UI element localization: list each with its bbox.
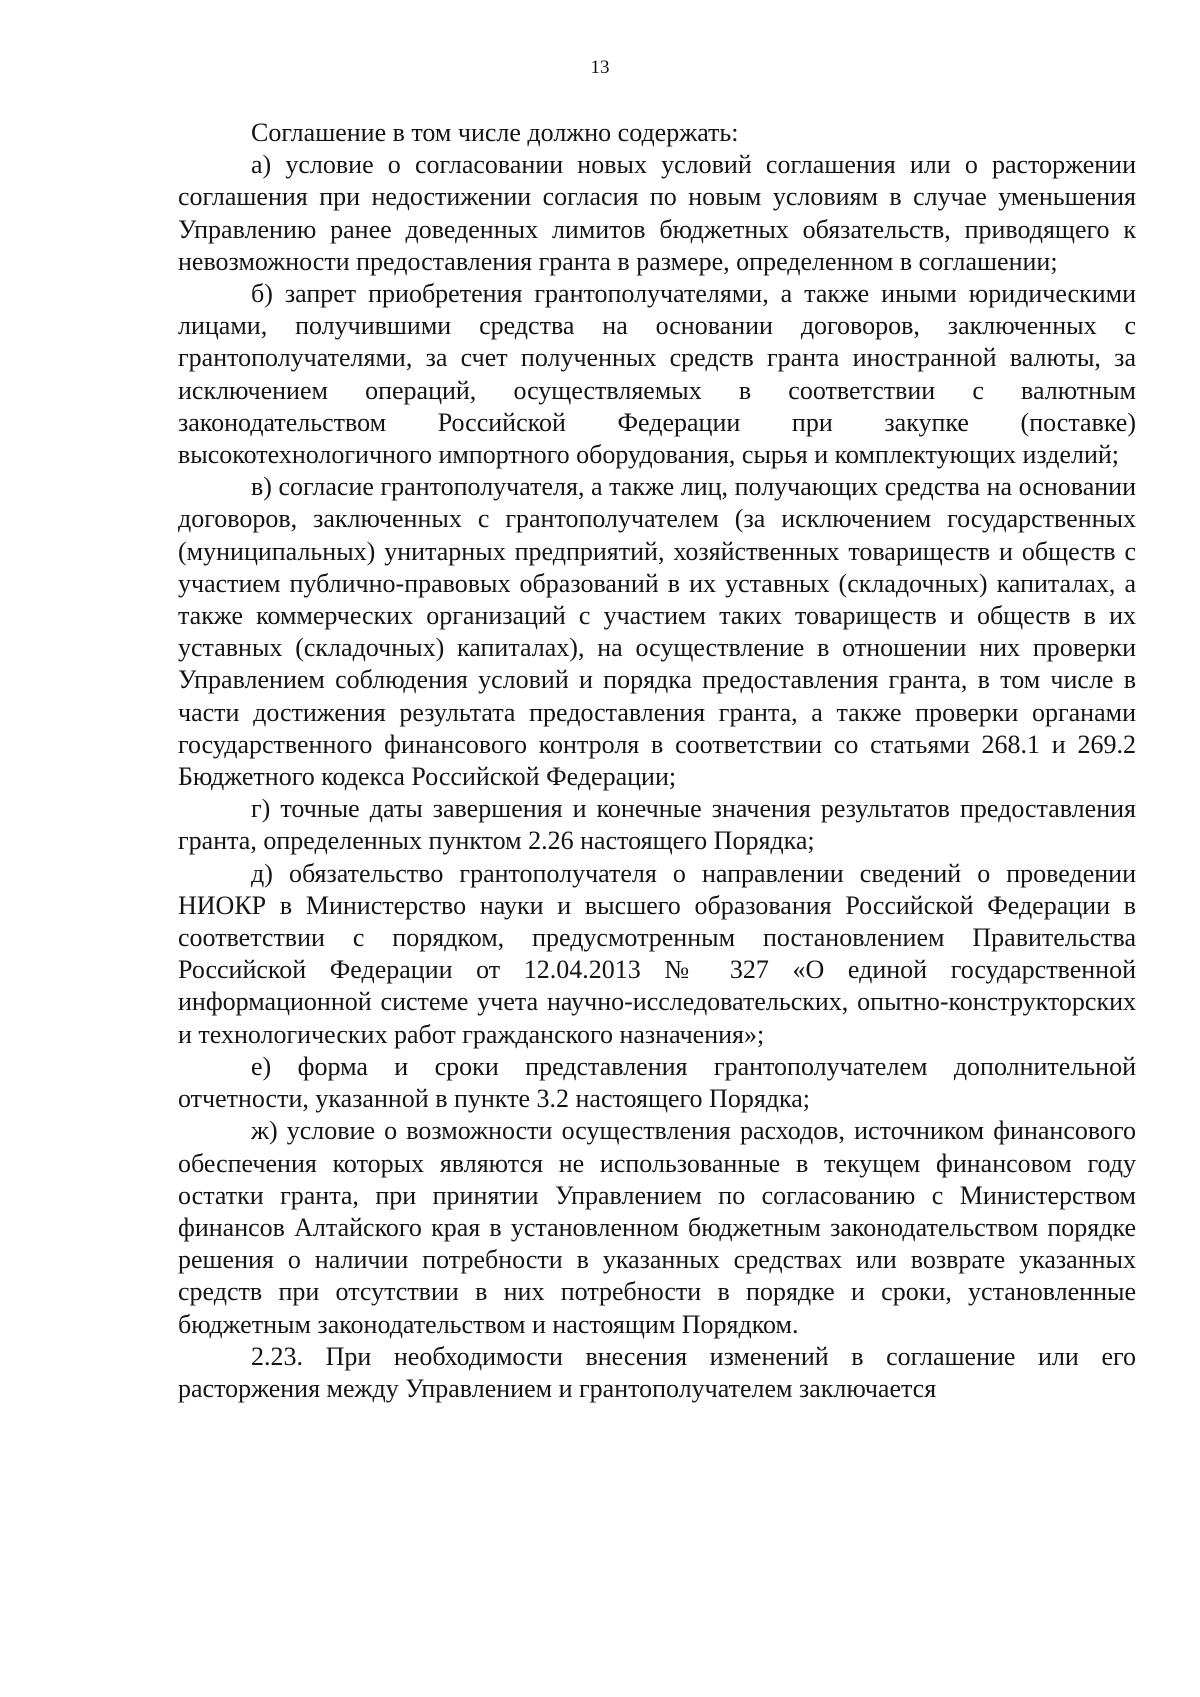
paragraph-item-b: б) запрет приобретения грантополучателями, а также иными юридическими лицами, получившими средства на основании договоров, заключенных с грантополучателями, за счет полученных средств гранта иностранной валюты, за исключением операций, осуществляемых в соответствии с валютным законодательством Российской Федерации при закупке (поставке) высокотехнологичного импортного оборудования, сырья и комплектующих изделий;	[178, 279, 1136, 470]
paragraph-item-e: е) форма и сроки представления грантополучателем дополнительной отчетности, указанной в пункте 3.2 настоящего Порядка;	[178, 1051, 1136, 1114]
paragraph-item-a: а) условие о согласовании новых условий соглашения или о расторжении соглашения при недостижении согласия по новым условиям в случае уменьшения Управлению ранее доведенных лимитов бюджетных обязательств, приводящего к невозможности предоставления гранта в размере, определенном в соглашении;	[178, 150, 1136, 276]
document-body	[178, 117, 1136, 1405]
paragraph-item-d: д) обязательство грантополучателя о направлении сведений о проведении НИОКР в Министерство науки и высшего образования Российской Федерации в соответствии с порядком, предусмотренным постановлением Правительства Российской Федерации от 12.04.2013 № 327 «О единой государственной информационной системе учета научно-исследовательских, опытно-конструкторских и технологических работ гражданского назначения»;	[178, 858, 1136, 1049]
paragraph-item-v: в) согласие грантополучателя, а также лиц, получающих средства на основании договоров, заключенных с грантополучателем (за исключением государственных (муниципальных) унитарных предприятий, хозяйственных товариществ и обществ с участием публично-правовых образований в их уставных (складочных) капиталах, а также коммерческих организаций с участием таких товариществ и обществ в их уставных (складочных) капиталах), на осуществление в отношении них проверки Управлением соблюдения условий и порядка предоставления гранта, в том числе в части достижения результата предоставления гранта, а также проверки органами государственного финансового контроля в соответствии со статьями 268.1 и 269.2 Бюджетного кодекса Российской Федерации;	[178, 472, 1136, 792]
paragraph-item-zh: ж) условие о возможности осуществления расходов, источником финансового обеспечения которых являются не использованные в текущем финансовом году остатки гранта, при принятии Управлением по согласованию с Министерством финансов Алтайского края в установленном бюджетным законодательством порядке решения о наличии потребности в указанных средствах или возврате указанных средств при отсутствии в них потребности в порядке и сроки, установленные бюджетным законодательством и настоящим Порядком.	[178, 1116, 1136, 1339]
paragraph-intro: Соглашение в том числе должно содержать:	[251, 118, 739, 147]
paragraph-item-g: г) точные даты завершения и конечные значения результатов предоставления гранта, определенных пунктом 2.26 настоящего Порядка;	[178, 794, 1136, 856]
page-number: 13	[590, 57, 610, 78]
paragraph-2-23: 2.23. При необходимости внесения изменений в соглашение или его расторжения между Управлением и грантополучателем заключается	[178, 1341, 1136, 1403]
